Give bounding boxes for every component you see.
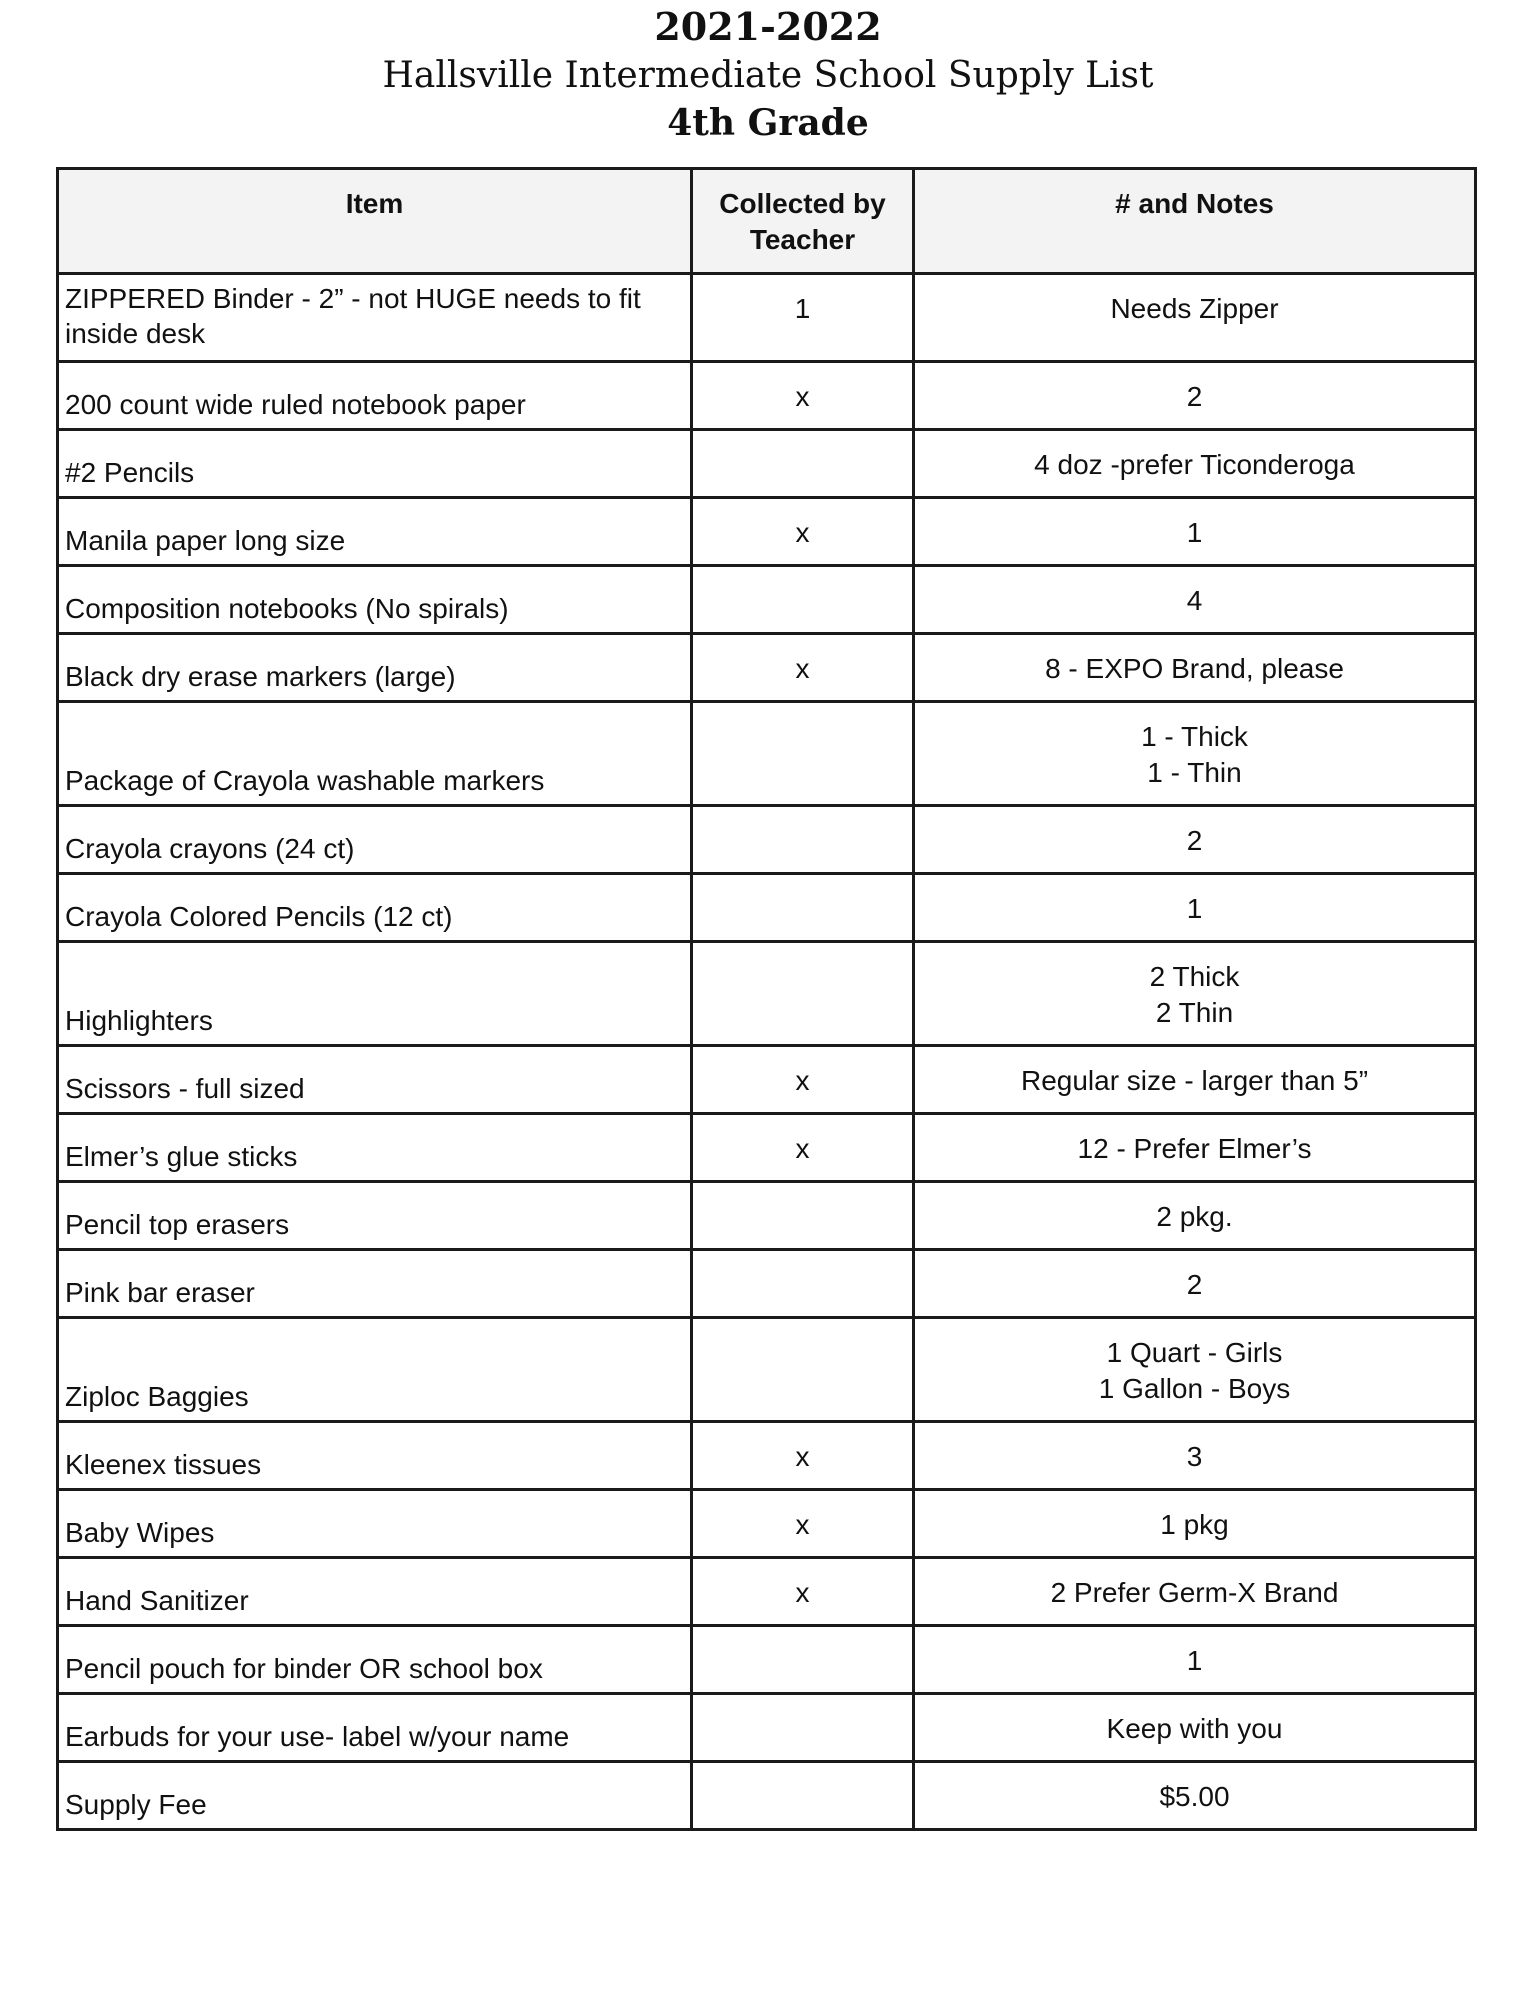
collected-cell: 1 <box>692 274 914 362</box>
item-cell: Package of Crayola washable markers <box>58 702 692 806</box>
notes-cell <box>914 1182 1476 1250</box>
note-line: 2 <box>1186 381 1203 412</box>
note-line: 1 - Thick <box>1141 721 1248 752</box>
notes-cell <box>914 1318 1476 1422</box>
table-row <box>58 430 1476 498</box>
note-line: Keep with you <box>1106 1713 1283 1744</box>
column-header-notes: # and Notes <box>914 169 1476 274</box>
item-cell: Earbuds for your use- label w/your name <box>58 1694 692 1762</box>
table-row <box>58 1182 1476 1250</box>
note-line: 1 Gallon - Boys <box>1098 1373 1291 1404</box>
table-row <box>58 1762 1476 1830</box>
column-header-collected <box>692 169 914 274</box>
table-row <box>58 362 1476 430</box>
notes-cell <box>914 1694 1476 1762</box>
table-row <box>58 1490 1476 1558</box>
item-cell: Crayola crayons (24 ct) <box>58 806 692 874</box>
notes-cell <box>914 1490 1476 1558</box>
note-line: 2 Thick <box>1149 961 1240 992</box>
notes-cell <box>914 566 1476 634</box>
note-line: Regular size - larger than 5” <box>1020 1065 1369 1096</box>
item-cell: Pencil top erasers <box>58 1182 692 1250</box>
collected-cell: x <box>692 498 914 566</box>
item-cell: 200 count wide ruled notebook paper <box>58 362 692 430</box>
note-line: 1 pkg <box>1160 1509 1229 1540</box>
table-row <box>58 274 1476 362</box>
notes-cell <box>914 1046 1476 1114</box>
collected-cell <box>692 1762 914 1830</box>
notes-cell <box>914 1250 1476 1318</box>
table-row <box>58 702 1476 806</box>
collected-cell <box>692 566 914 634</box>
collected-cell <box>692 806 914 874</box>
note-line: 2 Thin <box>1155 997 1234 1028</box>
item-cell: Pink bar eraser <box>58 1250 692 1318</box>
table-header-row <box>58 169 1476 274</box>
item-cell: Kleenex tissues <box>58 1422 692 1490</box>
table-row <box>58 1694 1476 1762</box>
notes-cell <box>914 1762 1476 1830</box>
notes-cell <box>914 274 1476 362</box>
notes-cell <box>914 1114 1476 1182</box>
notes-cell <box>914 634 1476 702</box>
item-cell: ZIPPERED Binder - 2” - not HUGE needs to fit inside desk <box>58 274 692 362</box>
note-line: 8 - EXPO Brand, please <box>1045 653 1344 684</box>
item-cell: Hand Sanitizer <box>58 1558 692 1626</box>
table-row <box>58 1558 1476 1626</box>
item-cell: Pencil pouch for binder OR school box <box>58 1626 692 1694</box>
note-line: 1 <box>1186 893 1203 924</box>
notes-cell <box>914 1626 1476 1694</box>
notes-cell <box>914 1422 1476 1490</box>
supply-table <box>56 167 1477 1831</box>
item-cell: Black dry erase markers (large) <box>58 634 692 702</box>
notes-cell <box>914 430 1476 498</box>
table-row <box>58 1422 1476 1490</box>
note-line: 3 <box>1186 1441 1203 1472</box>
school-supply-list-title: Hallsville Intermediate School Supply List <box>382 55 1154 96</box>
note-line: 2 Prefer Germ-X Brand <box>1050 1577 1339 1608</box>
note-line: 4 <box>1186 585 1203 616</box>
collected-cell <box>692 1182 914 1250</box>
item-cell: Crayola Colored Pencils (12 ct) <box>58 874 692 942</box>
table-row <box>58 1250 1476 1318</box>
collected-cell <box>692 1318 914 1422</box>
note-line: 1 <box>1186 1645 1203 1676</box>
item-cell: Scissors - full sized <box>58 1046 692 1114</box>
column-header-collected-label: Collected by Teacher <box>719 188 886 255</box>
collected-cell: x <box>692 1422 914 1490</box>
item-cell: Composition notebooks (No spirals) <box>58 566 692 634</box>
note-line: 12 - Prefer Elmer’s <box>1077 1133 1312 1164</box>
collected-cell <box>692 430 914 498</box>
table-row <box>58 1114 1476 1182</box>
notes-cell <box>914 702 1476 806</box>
collected-cell <box>692 1626 914 1694</box>
item-cell: Ziploc Baggies <box>58 1318 692 1422</box>
document-header <box>0 2 1536 146</box>
note-line: 1 <box>1186 517 1203 548</box>
notes-cell <box>914 806 1476 874</box>
table-row <box>58 806 1476 874</box>
collected-cell: x <box>692 1490 914 1558</box>
notes-cell <box>914 1558 1476 1626</box>
item-cell: #2 Pencils <box>58 430 692 498</box>
table-row <box>58 874 1476 942</box>
collected-cell <box>692 942 914 1046</box>
note-line: $5.00 <box>1159 1781 1230 1812</box>
note-line: 4 doz -prefer Ticonderoga <box>1034 449 1355 480</box>
item-cell: Elmer’s glue sticks <box>58 1114 692 1182</box>
item-cell: Supply Fee <box>58 1762 692 1830</box>
note-line: 1 Quart - Girls <box>1106 1337 1283 1368</box>
collected-cell <box>692 1250 914 1318</box>
note-line: 2 <box>1186 1269 1203 1300</box>
note-line: Needs Zipper <box>1110 293 1279 324</box>
item-cell: Baby Wipes <box>58 1490 692 1558</box>
table-row <box>58 1626 1476 1694</box>
collected-cell <box>692 702 914 806</box>
notes-cell <box>914 498 1476 566</box>
table-row <box>58 498 1476 566</box>
notes-cell <box>914 362 1476 430</box>
table-row <box>58 942 1476 1046</box>
collected-cell <box>692 1694 914 1762</box>
note-line: 2 pkg. <box>1156 1201 1233 1232</box>
supply-table-body <box>58 274 1476 1830</box>
collected-cell: x <box>692 1558 914 1626</box>
notes-cell <box>914 874 1476 942</box>
notes-cell <box>914 942 1476 1046</box>
note-line: 1 - Thin <box>1147 757 1242 788</box>
table-row <box>58 566 1476 634</box>
collected-cell: x <box>692 634 914 702</box>
item-cell: Highlighters <box>58 942 692 1046</box>
table-row <box>58 634 1476 702</box>
collected-cell: x <box>692 362 914 430</box>
collected-cell: x <box>692 1114 914 1182</box>
item-cell: Manila paper long size <box>58 498 692 566</box>
column-header-item: Item <box>58 169 692 274</box>
table-row <box>58 1046 1476 1114</box>
collected-cell: x <box>692 1046 914 1114</box>
school-year-title: 2021-2022 <box>654 4 882 49</box>
grade-title: 4th Grade <box>667 102 869 144</box>
collected-cell <box>692 874 914 942</box>
table-row <box>58 1318 1476 1422</box>
note-line: 2 <box>1186 825 1203 856</box>
